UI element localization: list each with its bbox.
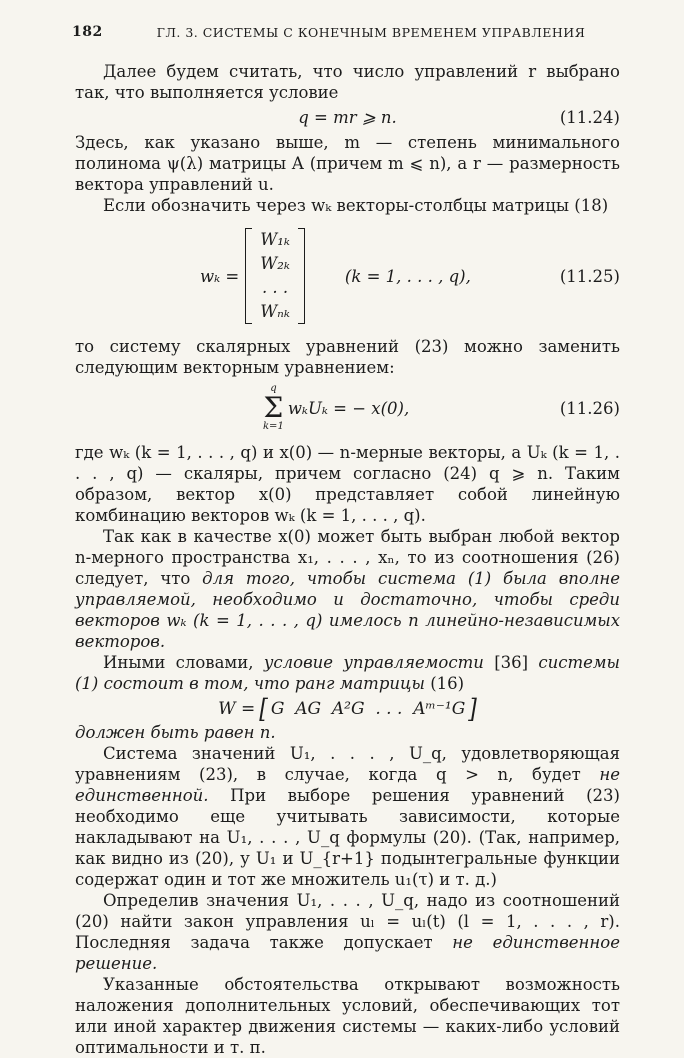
paragraph-11: Указанные обстоятельства открывают возможность наложения дополнительных условий, обеспечивающих тот или иной характер движения системы — каких-либо условий оптимальности и т. п. — [75, 975, 620, 1057]
equation-formula: q = mr ⩾ n. — [298, 108, 397, 127]
controllability-matrix: W = [ G AG A²G . . . Aᵐ⁻¹G ] — [218, 694, 477, 725]
equation-number: (11.26) — [559, 399, 620, 418]
equation-11-24 — [75, 107, 620, 128]
paragraph-9: Система значений U₁, . . . , U_q, удовлетворяющая уравнениям (23), в случае, когда q > n, будет не единственной. При выборе решения уравнений (23) необходимо еще учитывать зависимости, которые накладывают на U₁, . . . , U_q формулы (20). (Так, например, как видно из (20), у U₁ и U_{r+1} подынтегральные функции содержат один и тот же множитель u₁(τ) и т. д.) — [75, 744, 620, 889]
controllability-statement: для того, чтобы система (1) была вполне управляемой, необходимо и достаточно, чтобы среди векторов wₖ (k = 1, . . . , q) имелось n линейно-независимых векторов. — [75, 569, 621, 651]
vector-row: . . . — [261, 278, 289, 297]
paragraph-4: то систему скалярных уравнений (23) можно заменить следующим векторным уравнением: — [75, 337, 620, 377]
summation-sign: q Σ k=1 — [263, 383, 284, 432]
equation-number: (11.24) — [559, 108, 620, 127]
vector-row: Wₙₖ — [260, 302, 290, 321]
matrix-lhs: wₖ = — [200, 266, 240, 286]
equation-11-25 — [75, 226, 620, 326]
paragraph-7: Иными словами, условие управляемости [36] системы (1) состоит в том, что ранг матрицы (16) — [75, 653, 620, 693]
paragraph-1: Далее будем считать, что число управлений r выбрано так, что выполняется условие — [75, 62, 620, 102]
paragraph-10: Определив значения U₁, . . . , U_q, надо из соотношений (20) найти закон управления uₗ = uₗ(t) (l = 1, . . . , r). Последняя задача также допускает не единственное решение. — [75, 891, 620, 973]
paragraph-6: Так как в качестве x(0) может быть выбран любой вектор n-мерного пространства x₁, . . . , xₙ, то из соотношения (26) следует, что для того, чтобы система (1) была вполне управляемой, необходимо и достаточно, чтобы среди векторов wₖ (k = 1, . . . , q) имелось n линейно-независимых векторов. — [75, 527, 621, 651]
index-condition: (k = 1, . . . , q), — [344, 266, 471, 286]
column-vector — [245, 228, 305, 324]
paragraph-3: Если обозначить через wₖ векторы-столбцы матрицы (18) — [103, 196, 609, 215]
paragraph-8: должен быть равен n. — [75, 723, 276, 742]
vector-row: W₁ₖ — [260, 230, 290, 249]
equation-11-26 — [75, 384, 620, 436]
running-title: ГЛ. 3. СИСТЕМЫ С КОНЕЧНЫМ ВРЕМЕНЕМ УПРАВЛЕНИЯ — [156, 25, 586, 40]
vector-row: W₂ₖ — [260, 254, 290, 273]
paragraph-5: где wₖ (k = 1, . . . , q) и x(0) — n-мерные векторы, а Uₖ (k = 1, . . . , q) — скаляры, причем согласно (24) q ⩾ n. Таким образом, вектор x(0) представляет собой линейную комбинацию векторов wₖ (k = 1, . . . , q). — [75, 443, 620, 525]
page-header — [72, 22, 620, 43]
book-page — [72, 22, 621, 1058]
sum-expression: wₖUₖ = − x(0), — [287, 398, 410, 418]
equation-number: (11.25) — [559, 267, 620, 286]
paragraph-2: Здесь, как указано выше, m — степень минимального полинома ψ(λ) матрицы A (причем m ⩽ n), а r — размерность вектора управлений u. — [75, 133, 620, 194]
page-number: 182 — [72, 24, 103, 40]
